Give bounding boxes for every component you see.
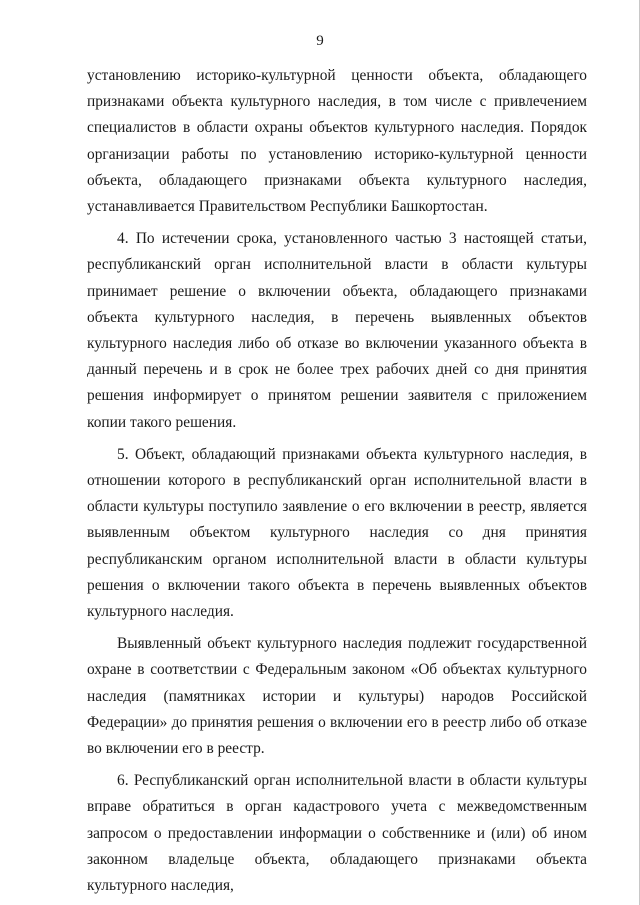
paragraph-state-protection: Выявленный объект культурного наследия подлежит государственной охране в соответствии с Федеральным законом «Об объектах культурного наследия (памятниках истории и культуры) народов Российской Федерации» до принятия решения о включении его в реестр либо об отказе во включении его в реестр. <box>87 635 587 758</box>
document-body <box>87 63 587 905</box>
paragraph-continuation: установлению историко-культурной ценности объекта, обладающего признаками объекта культурного наследия, в том числе с привлечением специалистов в области охраны объектов культурного наследия. Порядок организации работы по установлению историко-культурной ценности объекта, обладающего признаками объекта культурного наследия, устанавливается Правительством Республики Башкортостан. <box>87 67 587 216</box>
paragraph-item-4: 4. По истечении срока, установленного частью 3 настоящей статьи, республиканский орган исполнительной власти в области культуры принимает решение о включении объекта, обладающего признаками объекта культурного наследия, в перечень выявленных объектов культурного наследия либо об отказе во включении указанного объекта в данный перечень и в срок не более трех рабочих дней со дня принятия решения информирует о принятом решении заявителя с приложением копии такого решения. <box>87 230 587 431</box>
paragraph-item-5: 5. Объект, обладающий признаками объекта культурного наследия, в отношении которого в республиканский орган исполнительной власти в области культуры поступило заявление о его включении в реестр, является выявленным объектом культурного наследия со дня принятия республиканским органом исполнительной власти в области культуры решения о включении такого объекта в перечень выявленных объектов культурного наследия. <box>87 445 587 621</box>
page-number: 9 <box>316 33 324 49</box>
paragraph-item-6: 6. Республиканский орган исполнительной власти в области культуры вправе обратиться в орган кадастрового учета с межведомственным запросом о предоставлении информации о собственнике и (или) об ином законном владельце объекта, обладающего признаками объекта культурного наследия, <box>87 772 587 895</box>
